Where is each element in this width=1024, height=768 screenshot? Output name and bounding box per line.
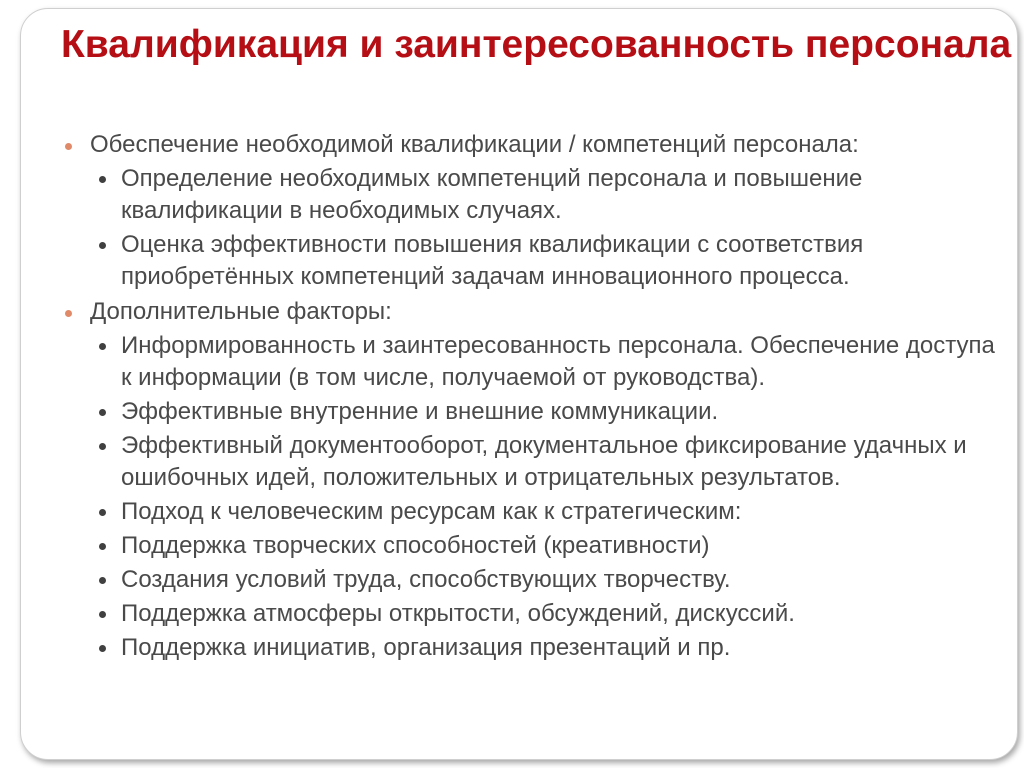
bullet-dot-icon — [99, 611, 106, 618]
list-item-text: Поддержка атмосферы открытости, обсуждений, дискуссий. — [121, 600, 795, 627]
bullet-dot-icon — [99, 443, 106, 450]
list-item — [90, 430, 1001, 494]
bullet-dot-icon — [99, 176, 106, 183]
list-item-text: Поддержка творческих способностей (креативности) — [121, 532, 710, 559]
list-item — [90, 632, 1001, 664]
list-item — [90, 396, 1001, 428]
slide-frame — [20, 8, 1018, 760]
bullet-dot-icon — [99, 645, 106, 652]
list-item — [90, 229, 1001, 293]
list-item — [90, 163, 1001, 227]
list-item — [90, 598, 1001, 630]
list-item-text: Создания условий труда, способствующих творчеству. — [121, 566, 731, 593]
bullet-dot-icon — [99, 509, 106, 516]
list-item-text: Подход к человеческим ресурсам как к стратегическим: — [121, 498, 742, 525]
list-item-text: Поддержка инициатив, организация презентаций и пр. — [121, 634, 731, 661]
sub-bullet-list — [90, 330, 1001, 664]
section-additional-factors — [61, 296, 1001, 664]
bullet-dot-icon — [65, 310, 72, 317]
bullet-dot-icon — [99, 543, 106, 550]
slide-content — [61, 129, 1001, 667]
sub-bullet-list — [90, 163, 1001, 293]
bullet-dot-icon — [99, 343, 106, 350]
list-item-text: Эффективные внутренние и внешние коммуникации. — [121, 398, 719, 425]
list-item — [90, 496, 1001, 528]
bullet-dot-icon — [99, 409, 106, 416]
slide-title: Квалификация и заинтересованность персонала — [61, 23, 1012, 66]
list-item-text: Эффективный документооборот, документальное фиксирование удачных и ошибочных идей, положительных и отрицательных результатов. — [121, 432, 967, 491]
list-item-text: Определение необходимых компетенций персонала и повышение квалификации в необходимых случаях. — [121, 165, 863, 224]
section-qualification — [61, 129, 1001, 293]
section-heading: Обеспечение необходимой квалификации / компетенций персонала: — [90, 131, 859, 158]
list-item — [90, 530, 1001, 562]
list-item — [90, 564, 1001, 596]
list-item-text: Информированность и заинтересованность персонала. Обеспечение доступа к информации (в том числе, получаемой от руководства). — [121, 332, 995, 391]
bullet-list — [61, 129, 1001, 664]
bullet-dot-icon — [99, 242, 106, 249]
bullet-dot-icon — [99, 577, 106, 584]
list-item-text: Оценка эффективности повышения квалификации с соответствия приобретённых компетенций задачам инновационного процесса. — [121, 231, 864, 290]
list-item — [90, 330, 1001, 394]
bullet-dot-icon — [65, 143, 72, 150]
section-heading: Дополнительные факторы: — [90, 298, 392, 325]
